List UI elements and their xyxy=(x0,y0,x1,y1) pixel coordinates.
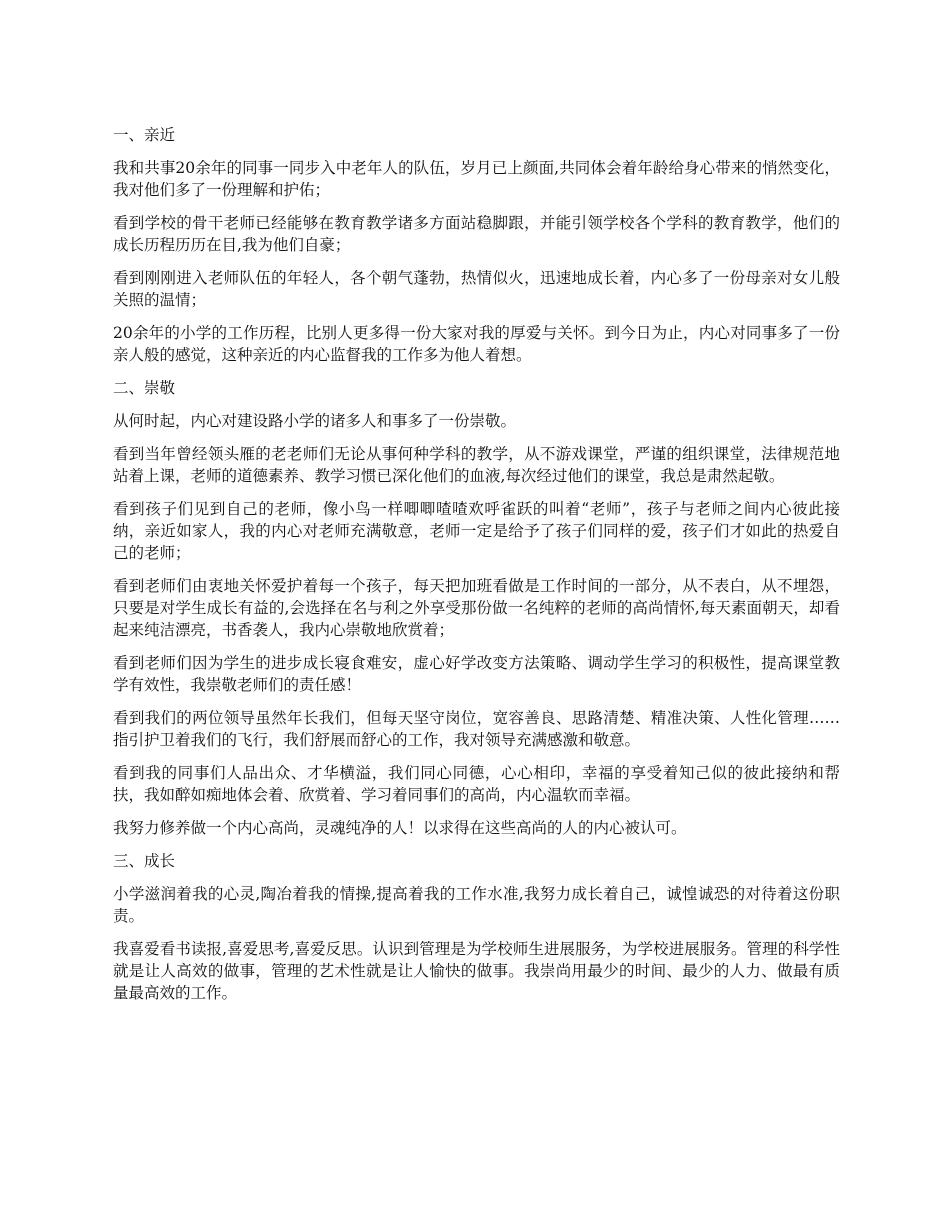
paragraph: 小学滋润着我的心灵,陶冶着我的情操,提高着我的工作水准,我努力成长着自己，诚惶诚恐的对待着这份职责。 xyxy=(113,885,840,925)
paragraph: 从何时起，内心对建设路小学的诸多人和事多了一份崇敬。 xyxy=(113,412,517,430)
section-heading: 一、亲近 xyxy=(113,126,176,144)
paragraph: 我喜爱看书读报,喜爱思考,喜爱反思。认识到管理是为学校师生进展服务，为学校进展服务。管理的科学性就是让人高效的做事，管理的艺术性就是让人愉快的做事。我崇尚用最少的时间、最少的人力、做最有质量最高效的工作。 xyxy=(113,940,840,1002)
section-respect xyxy=(113,377,840,839)
section-heading: 二、崇敬 xyxy=(113,379,176,397)
paragraph: 看到学校的骨干老师已经能够在教育教学诸多方面站稳脚跟，并能引领学校各个学科的教育教学，他们的成长历程历历在目,我为他们自豪； xyxy=(113,214,840,254)
paragraph: 20余年的小学的工作历程，比别人更多得一份大家对我的厚爱与关怀。到今日为止，内心对同事多了一份亲人般的感觉，这种亲近的内心监督我的工作多为他人着想。 xyxy=(113,324,840,364)
document-page xyxy=(113,124,840,1015)
paragraph: 看到老师们由衷地关怀爱护着每一个孩子，每天把加班看做是工作时间的一部分，从不表白，从不埋怨，只要是对学生成长有益的,会选择在名与利之外享受那份做一名纯粹的老师的高尚情怀,每天素面朝天，却看起来纯洁漂亮，书香袭人，我内心崇敬地欣赏着； xyxy=(113,577,840,639)
paragraph: 我努力修养做一个内心高尚，灵魂纯净的人！以求得在这些高尚的人的内心被认可。 xyxy=(113,819,687,837)
paragraph: 看到老师们因为学生的进步成长寝食难安，虚心好学改变方法策略、调动学生学习的积极性，提高课堂教学有效性，我崇敬老师们的责任感！ xyxy=(113,654,840,694)
paragraph: 看到刚刚进入老师队伍的年轻人，各个朝气蓬勃，热情似火，迅速地成长着，内心多了一份母亲对女儿般关照的温情； xyxy=(113,269,840,309)
paragraph: 看到孩子们见到自己的老师，像小鸟一样唧唧喳喳欢呼雀跃的叫着“老师”，孩子与老师之间内心彼此接纳，亲近如家人，我的内心对老师充满敬意，老师一定是给予了孩子们同样的爱，孩子们才如此的热爱自己的老师； xyxy=(113,500,840,562)
section-growth xyxy=(113,850,840,1004)
paragraph: 看到我的同事们人品出众、才华横溢，我们同心同德，心心相印，幸福的享受着知己似的彼此接纳和帮扶，我如醉如痴地体会着、欣赏着、学习着同事们的高尚，内心温软而幸福。 xyxy=(113,764,840,804)
paragraph: 看到当年曾经领头雁的老老师们无论从事何种学科的教学，从不游戏课堂，严谨的组织课堂，法律规范地站着上课，老师的道德素养、教学习惯已深化他们的血液,每次经过他们的课堂，我总是肃然起敬。 xyxy=(113,445,840,485)
section-heading: 三、成长 xyxy=(113,852,176,870)
section-closeness xyxy=(113,124,840,366)
paragraph: 看到我们的两位领导虽然年长我们，但每天坚守岗位，宽容善良、思路清楚、精准决策、人性化管理……指引护卫着我们的飞行，我们舒展而舒心的工作，我对领导充满感激和敬意。 xyxy=(113,709,840,749)
paragraph: 我和共事20余年的同事一同步入中老年人的队伍，岁月已上颜面,共同体会着年龄给身心带来的悄然变化，我对他们多了一份理解和护佑； xyxy=(113,159,840,199)
